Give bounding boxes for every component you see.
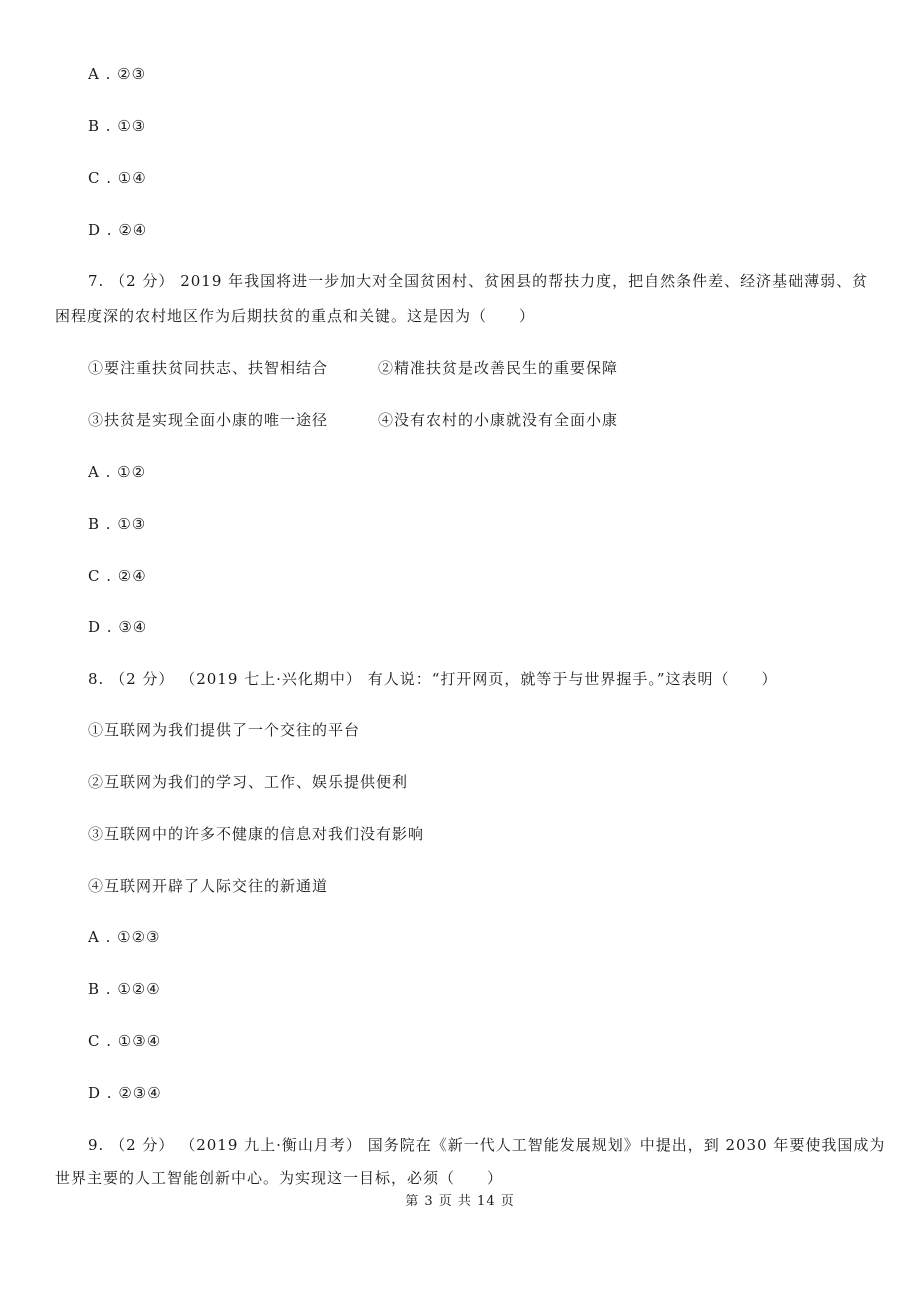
q7-statement-2: ②精准扶贫是改善民生的重要保障 (378, 359, 619, 377)
q9-text-line1: 国务院在《新一代人工智能发展规划》中提出，到 2030 年要使我国成为 (367, 1136, 886, 1154)
q9-stem-line1 (88, 1135, 886, 1155)
q7-text-line1: 2019 年我国将进一步加大对全国贫困村、贫困县的帮扶力度，把自然条件差、经济基础薄弱、贫 (180, 272, 869, 290)
q7-score: （2 分） (110, 272, 175, 290)
prev-option-c: C . ①④ (88, 169, 147, 187)
q7-option-c: C . ②④ (88, 567, 147, 585)
q9-number: 9. (88, 1136, 105, 1154)
q8-option-d: D . ②③④ (88, 1084, 162, 1102)
q7-statement-3: ③扶贫是实现全面小康的唯一途径 (88, 411, 329, 429)
q7-option-b: B . ①③ (88, 515, 147, 533)
prev-option-b: B . ①③ (88, 117, 147, 135)
q8-statement-1: ①互联网为我们提供了一个交往的平台 (88, 721, 361, 739)
q7-number: 7. (88, 272, 105, 290)
page-footer: 第 3 页 共 14 页 (405, 1194, 515, 1209)
q8-statement-2: ②互联网为我们的学习、工作、娱乐提供便利 (88, 773, 409, 791)
q9-source: （2019 九上·衡山月考） (180, 1136, 362, 1154)
q8-option-b: B . ①②④ (88, 980, 161, 998)
q8-score: （2 分） (110, 670, 175, 688)
q7-statement-4: ④没有农村的小康就没有全面小康 (378, 411, 619, 429)
q7-statement-row1 (88, 358, 619, 378)
q8-source: （2019 七上·兴化期中） (180, 670, 362, 688)
q9-text-line2: 世界主要的人工智能创新中心。为实现这一目标，必须（ ） (55, 1169, 504, 1187)
q7-statement-1: ①要注重扶贫同扶志、扶智相结合 (88, 359, 329, 377)
q8-statement-4: ④互联网开辟了人际交往的新通道 (88, 877, 329, 895)
prev-option-a: A . ②③ (88, 65, 147, 83)
q9-score: （2 分） (110, 1136, 175, 1154)
q8-text: 有人说：“打开网页，就等于与世界握手。”这表明（ ） (367, 670, 778, 688)
prev-option-d: D . ②④ (88, 221, 148, 239)
q7-option-a: A . ①② (88, 463, 147, 481)
q8-option-a: A . ①②③ (88, 928, 161, 946)
q7-option-d: D . ③④ (88, 618, 148, 636)
q7-statement-row2 (88, 410, 619, 430)
q8-number: 8. (88, 670, 105, 688)
q8-option-c: C . ①③④ (88, 1032, 162, 1050)
q7-text-line2: 困程度深的农村地区作为后期扶贫的重点和关键。这是因为（ ） (55, 307, 536, 325)
q8-statement-3: ③互联网中的许多不健康的信息对我们没有影响 (88, 825, 425, 843)
q7-stem-line1 (88, 271, 869, 291)
q8-stem (88, 669, 865, 689)
